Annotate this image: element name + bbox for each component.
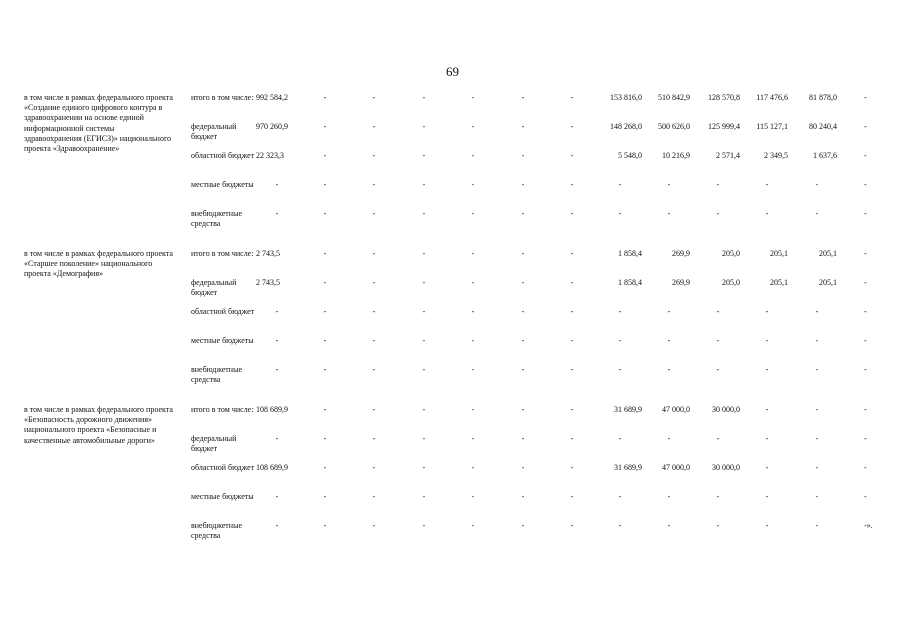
table-cell: - [275,365,279,374]
table-cell: - [765,209,769,218]
table-cell: - [275,180,279,189]
table-cell: 31 689,9 [614,463,642,472]
table-cell: - [372,151,376,160]
table-row [0,521,905,545]
table-cell: - [323,151,327,160]
table-cell: - [667,209,671,218]
table-cell: - [471,209,475,218]
table-cell: - [521,405,525,414]
table-cell: - [618,180,622,189]
table-row [0,434,905,458]
table-cell: - [815,180,819,189]
table-cell: - [815,405,819,414]
table-cell: - [570,492,574,501]
table-cell: 108 689,9 [256,463,288,472]
table-row [0,249,905,273]
table-cell: - [471,405,475,414]
table-cell: - [864,365,867,374]
table-cell: - [570,434,574,443]
table-cell: - [372,93,376,102]
table-cell: 1 858,4 [618,278,642,287]
table-cell: - [275,307,279,316]
table-cell: - [422,405,426,414]
table-cell: - [471,434,475,443]
table-cell: - [422,336,426,345]
table-cell: - [815,521,819,530]
table-cell: - [765,434,769,443]
table-cell: - [372,180,376,189]
table-cell: - [864,249,867,258]
table-cell: - [716,492,720,501]
table-cell: - [323,521,327,530]
table-cell: - [864,405,867,414]
table-cell: 269,9 [672,278,690,287]
table-cell: - [570,463,574,472]
table-cell: - [570,521,574,530]
table-cell: - [521,492,525,501]
table-cell: - [422,307,426,316]
table-cell: - [422,249,426,258]
table-cell: - [521,209,525,218]
table-cell: - [864,180,867,189]
project-title: в том числе в рамках федерального проекта «Создание единого цифрового контура в здравоохранении на основе единой информационной системы здравоохранения (ЕГИСЗ)» национального проекта «Здравоохранение» [24,93,173,154]
table-cell: 5 548,0 [618,151,642,160]
table-cell: 22 323,3 [256,151,284,160]
table-cell: - [570,365,574,374]
table-cell: - [618,365,622,374]
table-cell: - [471,365,475,374]
table-cell: - [570,93,574,102]
table-cell: - [618,307,622,316]
table-cell: - [765,180,769,189]
table-cell: - [372,521,376,530]
table-cell: 1 637,6 [813,151,837,160]
table-cell: - [864,492,867,501]
table-cell: - [372,307,376,316]
table-cell: 205,1 [770,249,788,258]
table-cell: 2 743,5 [256,249,280,258]
table-cell: - [716,209,720,218]
table-cell: - [864,463,867,472]
table-cell: - [864,278,867,287]
table-cell: - [570,307,574,316]
table-cell: - [471,93,475,102]
table-row [0,492,905,516]
table-cell: - [471,278,475,287]
table-cell: - [275,492,279,501]
table-cell: - [570,209,574,218]
table-cell: - [716,521,720,530]
table-cell: - [864,209,867,218]
table-cell: - [323,307,327,316]
table-cell: 269,9 [672,249,690,258]
funding-source-label: федеральный бюджет [191,434,237,454]
table-cell: 108 689,9 [256,405,288,414]
table-cell: - [323,492,327,501]
table-cell: - [521,249,525,258]
table-row [0,307,905,331]
table-cell: - [323,336,327,345]
table-cell: - [422,278,426,287]
table-row [0,405,905,429]
table-cell: 125 999,4 [708,122,740,131]
table-cell: 205,0 [722,249,740,258]
funding-source-label: итого в том числе: [191,249,254,258]
table-cell: 117 476,6 [756,93,788,102]
table-cell: - [521,336,525,345]
table-cell: - [521,151,525,160]
table-cell: - [716,336,720,345]
table-cell: - [618,434,622,443]
table-cell: - [864,151,867,160]
table-row [0,151,905,175]
table-cell: -». [864,521,873,530]
table-cell: 47 000,0 [662,405,690,414]
table-cell: - [471,463,475,472]
table-row [0,463,905,487]
table-cell: - [323,122,327,131]
table-row [0,209,905,233]
table-cell: 510 842,9 [658,93,690,102]
table-cell: - [323,249,327,258]
table-cell: - [323,405,327,414]
table-cell: - [570,151,574,160]
table-cell: 970 260,9 [256,122,288,131]
table-cell: - [422,180,426,189]
table-cell: - [471,307,475,316]
table-cell: - [716,180,720,189]
table-cell: - [323,93,327,102]
table-row [0,278,905,302]
table-cell: - [422,93,426,102]
funding-source-label: внебюджетные средства [191,365,242,385]
table-cell: - [667,336,671,345]
table-cell: - [815,434,819,443]
funding-source-label: федеральный бюджет [191,278,237,298]
table-cell: - [422,434,426,443]
table-cell: - [422,365,426,374]
table-cell: - [765,365,769,374]
table-cell: - [570,180,574,189]
table-cell: - [323,365,327,374]
table-cell: - [815,307,819,316]
table-cell: - [864,122,867,131]
table-cell: 47 000,0 [662,463,690,472]
table-cell: - [618,336,622,345]
table-cell: - [667,307,671,316]
table-row [0,365,905,389]
table-cell: 205,0 [722,278,740,287]
table-cell: 128 570,8 [708,93,740,102]
table-cell: - [323,180,327,189]
project-title: в том числе в рамках федерального проекта «Безопасность дорожного движения» национального проекта «Безопасные и качественные автомобильные дороги» [24,405,173,445]
funding-source-label: внебюджетные средства [191,209,242,229]
table-cell: - [618,209,622,218]
table-cell: 81 878,0 [809,93,837,102]
table-cell: - [765,463,769,472]
table-cell: - [667,180,671,189]
funding-source-label: областной бюджет [191,307,255,316]
table-cell: - [521,521,525,530]
funding-source-label: внебюджетные средства [191,521,242,541]
funding-source-label: местные бюджеты [191,180,254,189]
table-cell: - [323,209,327,218]
table-cell: - [372,249,376,258]
table-cell: - [765,307,769,316]
table-cell: - [422,492,426,501]
table-cell: - [618,492,622,501]
funding-source-label: итого в том числе: [191,93,254,102]
table-cell: - [521,307,525,316]
table-cell: - [323,434,327,443]
table-cell: - [471,336,475,345]
table-cell: - [570,405,574,414]
table-cell: - [372,463,376,472]
table-cell: - [422,463,426,472]
table-cell: - [323,278,327,287]
table-cell: - [275,434,279,443]
table-cell: - [521,278,525,287]
table-cell: - [521,434,525,443]
table-cell: 1 858,4 [618,249,642,258]
table-cell: - [372,336,376,345]
page-number: 69 [446,64,459,79]
table-cell: 30 000,0 [712,405,740,414]
table-cell: 992 584,2 [256,93,288,102]
table-cell: - [471,521,475,530]
table-row [0,180,905,204]
table-cell: - [471,249,475,258]
table-cell: - [815,336,819,345]
table-cell: - [372,209,376,218]
table-cell: 80 240,4 [809,122,837,131]
table-cell: - [667,492,671,501]
table-cell: - [864,336,867,345]
funding-source-label: областной бюджет [191,151,255,160]
table-cell: - [521,122,525,131]
table-cell: - [716,307,720,316]
table-cell: - [422,122,426,131]
table-cell: 30 000,0 [712,463,740,472]
project-title: в том числе в рамках федерального проекта «Старшее поколение» национального проекта «Демография» [24,249,173,279]
table-cell: - [275,521,279,530]
table-cell: 205,1 [819,249,837,258]
table-cell: - [864,307,867,316]
table-cell: 10 216,9 [662,151,690,160]
table-cell: - [372,278,376,287]
table-cell: - [570,122,574,131]
table-cell: - [422,151,426,160]
table-cell: 205,1 [819,278,837,287]
funding-source-label: федеральный бюджет [191,122,237,142]
funding-source-label: местные бюджеты [191,492,254,501]
table-cell: - [815,463,819,472]
table-cell: - [372,365,376,374]
table-cell: - [323,463,327,472]
table-cell: - [716,434,720,443]
table-cell: 2 349,5 [764,151,788,160]
table-cell: - [372,492,376,501]
table-cell: - [570,249,574,258]
funding-source-label: областной бюджет [191,463,255,472]
table-cell: - [422,521,426,530]
table-cell: - [864,93,867,102]
table-cell: - [275,209,279,218]
table-cell: - [667,521,671,530]
table-cell: - [471,492,475,501]
table-cell: - [422,209,426,218]
table-cell: 205,1 [770,278,788,287]
table-cell: - [815,209,819,218]
table-cell: - [275,336,279,345]
table-cell: - [667,365,671,374]
table-row [0,122,905,146]
table-cell: - [570,278,574,287]
table-cell: - [372,434,376,443]
table-cell: - [372,122,376,131]
table-cell: - [815,492,819,501]
table-cell: - [765,492,769,501]
table-cell: 31 689,9 [614,405,642,414]
table-cell: 500 626,0 [658,122,690,131]
table-cell: - [372,405,376,414]
funding-source-label: итого в том числе: [191,405,254,414]
table-cell: - [471,151,475,160]
table-cell: - [471,180,475,189]
table-cell: - [765,405,769,414]
table-cell: - [521,93,525,102]
table-cell: - [765,336,769,345]
table-cell: 153 816,0 [610,93,642,102]
funding-source-label: местные бюджеты [191,336,254,345]
table-cell: - [716,365,720,374]
table-cell: - [864,434,867,443]
table-cell: - [815,365,819,374]
table-cell: - [618,521,622,530]
table-row [0,93,905,117]
table-cell: - [521,463,525,472]
table-cell: 2 571,4 [716,151,740,160]
table-cell: - [570,336,574,345]
table-cell: 148 268,0 [610,122,642,131]
table-cell: - [521,180,525,189]
table-cell: - [765,521,769,530]
table-cell: - [471,122,475,131]
table-cell: 115 127,1 [756,122,788,131]
table-cell: - [667,434,671,443]
table-row [0,336,905,360]
table-cell: - [521,365,525,374]
table-cell: 2 743,5 [256,278,280,287]
